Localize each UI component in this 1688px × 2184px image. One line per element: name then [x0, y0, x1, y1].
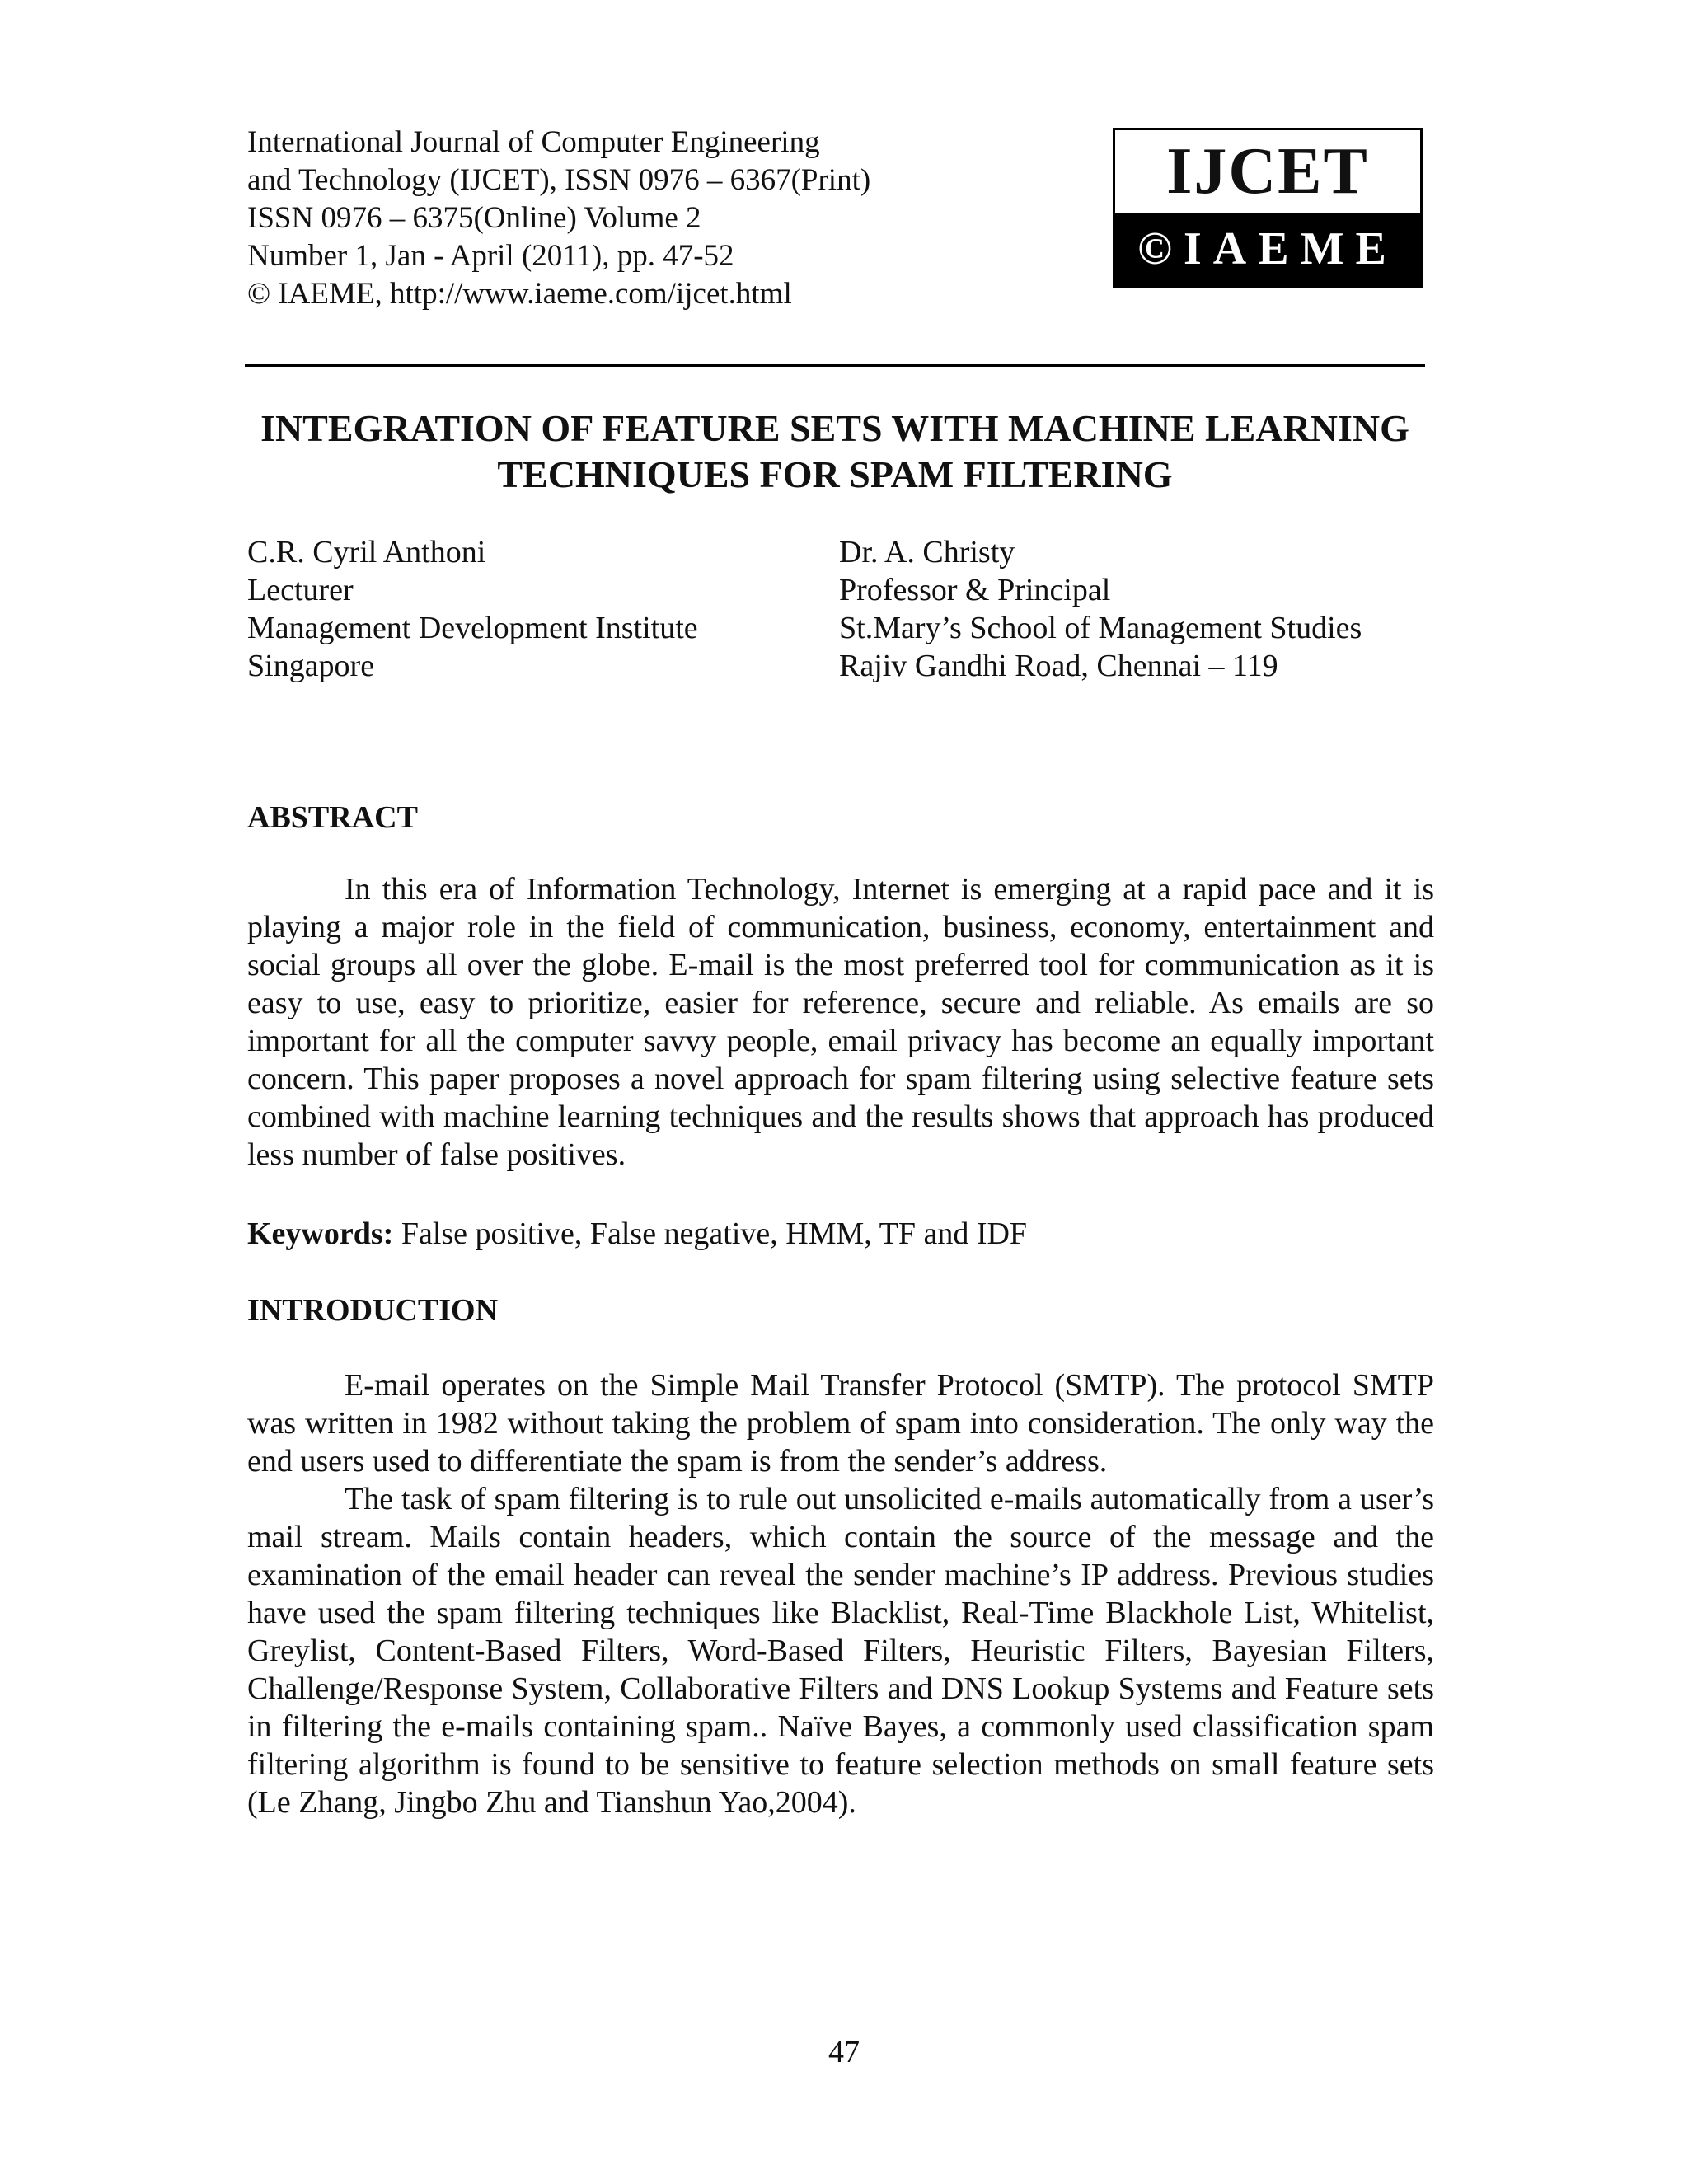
abstract-heading: ABSTRACT: [247, 800, 418, 835]
introduction-heading: INTRODUCTION: [247, 1293, 499, 1328]
author-block-1: [247, 533, 698, 685]
journal-line: Number 1, Jan - April (2011), pp. 47-52: [247, 239, 734, 273]
logo-publisher: ©IAEME: [1115, 213, 1420, 285]
author-institution: Management Development Institute: [247, 611, 698, 645]
journal-line: and Technology (IJCET), ISSN 0976 – 6367(Print): [247, 163, 871, 197]
introduction-paragraph-1: E-mail operates on the Simple Mail Transfer Protocol (SMTP). The protocol SMTP was written in 1982 without taking the problem of spam into consideration. The only way the end users used to differentiate the spam is from the sender’s address.: [247, 1368, 1434, 1479]
journal-line: © IAEME, http://www.iaeme.com/ijcet.html: [247, 277, 792, 311]
keywords-text: False positive, False negative, HMM, TF and IDF: [393, 1216, 1028, 1251]
introduction-body: [247, 1366, 1434, 1821]
logo-title: IJCET: [1166, 134, 1369, 208]
author-location: Rajiv Gandhi Road, Chennai – 119: [839, 649, 1278, 683]
author-position: Lecturer: [247, 573, 354, 607]
abstract-paragraph: In this era of Information Technology, Internet is emerging at a rapid pace and it is playing a major role in the field of communication, business, economy, entertainment and social groups all over the globe. E-mail is the most preferred tool for communication as it is easy to use, easy to prioritize, easier for reference, secure and reliable. As emails are so important for all the computer savvy people, email privacy has become an equally important concern. This paper proposes a novel approach for spam filtering using selective feature sets combined with machine learning techniques and the results shows that approach has produced less number of false positives.: [247, 872, 1434, 1172]
author-institution: St.Mary’s School of Management Studies: [839, 611, 1362, 645]
title-line-2: TECHNIQUES FOR SPAM FILTERING: [497, 453, 1173, 495]
journal-line: International Journal of Computer Engineering: [247, 125, 820, 159]
header-divider: [245, 364, 1425, 367]
author-position: Professor & Principal: [839, 573, 1111, 607]
keywords: [247, 1215, 1027, 1253]
introduction-paragraph-2: The task of spam filtering is to rule out unsolicited e-mails automatically from a user’s mail stream. Mails contain headers, which contain the source of the message and the examination of the email header can reveal the sender machine’s IP address. Previous studies have used the spam filtering techniques like Blacklist, Real-Time Blackhole List, Whitelist, Greylist, Content-Based Filters, Word-Based Filters, Heuristic Filters, Bayesian Filters, Challenge/Response System, Collaborative Filters and DNS Lookup Systems and Feature sets in filtering the e-mails containing spam.. Naïve Bayes, a commonly used classification spam filtering algorithm is found to be sensitive to feature selection methods on small feature sets (Le Zhang, Jingbo Zhu and Tianshun Yao,2004).: [247, 1482, 1434, 1820]
page-number: 47: [828, 2035, 860, 2069]
abstract-body: [247, 870, 1434, 1174]
author-name: C.R. Cyril Anthoni: [247, 535, 486, 569]
paper-title: [245, 405, 1425, 498]
keywords-label: Keywords:: [247, 1216, 394, 1251]
author-block-2: [839, 533, 1362, 685]
author-name: Dr. A. Christy: [839, 535, 1015, 569]
journal-logo: [1113, 128, 1423, 288]
title-line-1: INTEGRATION OF FEATURE SETS WITH MACHINE LEARNING: [260, 407, 1409, 449]
journal-citation: [247, 124, 989, 313]
journal-line: ISSN 0976 – 6375(Online) Volume 2: [247, 201, 701, 235]
author-location: Singapore: [247, 649, 375, 683]
